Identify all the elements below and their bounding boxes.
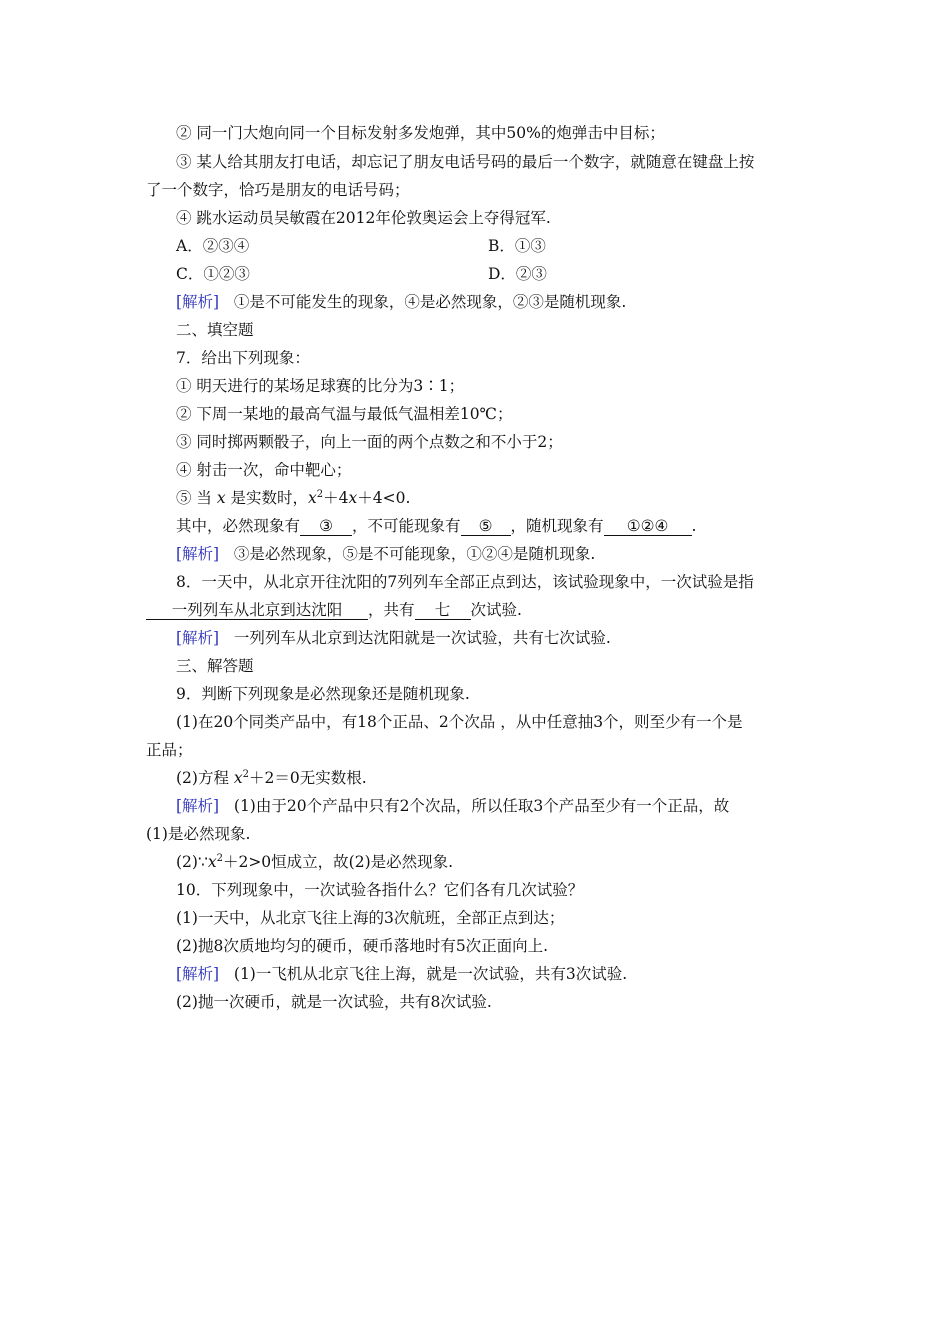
q7-item-5-end: ＋4<0. (357, 489, 411, 507)
analysis-tag: [解析] (176, 965, 220, 983)
var-x: x (348, 489, 358, 507)
analysis-tag: [解析] (176, 293, 220, 311)
q8-fill-line (146, 600, 522, 620)
analysis-text: (1)由于20个产品中只有2个次品，所以任取3个产品至少有一个正品，故 (233, 797, 730, 815)
q7-item-5-prefix: ⑤ 当 (176, 489, 217, 507)
answer-blank-impossible: ⑤ (461, 517, 511, 536)
q8-fill-text: ，共有 (368, 601, 415, 619)
q6-item-4: ④ 跳水运动员吴敏霞在2012年伦敦奥运会上夺得冠军. (176, 209, 551, 227)
exponent: 2 (316, 489, 324, 500)
analysis-text: ③是必然现象，⑤是不可能现象，①②④是随机现象. (233, 545, 596, 563)
q7-item-4: ④ 射击一次，命中靶心； (176, 461, 352, 479)
q9-analysis-line2: (1)是必然现象. (146, 825, 251, 843)
analysis-tag: [解析] (176, 629, 220, 647)
q10-analysis-line1 (176, 964, 627, 984)
q6-option-c: C．①②③ (176, 265, 250, 283)
q9-part-2 (176, 768, 367, 788)
q10-part-2: (2)抛8次质地均匀的硬币，硬币落地时有5次正面向上. (176, 937, 549, 955)
q9-part-1-line1: (1)在20个同类产品中，有18个正品、2个次品 ，从中任意抽3个，则至少有一个是 (176, 713, 743, 731)
q7-fill-line (176, 516, 696, 536)
q7-fill-text: . (691, 517, 697, 535)
q7-item-5-mid: 是实数时， (225, 489, 309, 507)
answer-blank-single-trial: 一列列车从北京到达沈阳 (146, 601, 368, 620)
q10-part-1: (1)一天中，从北京飞往上海的3次航班，全部正点到达； (176, 909, 565, 927)
q6-item-3-line2: 了一个数字，恰巧是朋友的电话号码； (146, 181, 410, 199)
var-x: x (207, 853, 217, 871)
q6-option-d: D．②③ (488, 265, 547, 283)
var-x: x (308, 489, 317, 507)
exponent: 2 (242, 769, 250, 780)
q9-part-2-prefix: (2)方程 (176, 769, 234, 787)
var-x: x (216, 489, 226, 507)
q7-item-5-plus: ＋4 (323, 489, 349, 507)
q10-stem: 10．下列现象中，一次试验各指什么？它们各有几次试验？ (176, 881, 584, 899)
section-answer: 三、解答题 (176, 657, 254, 675)
q7-item-1: ① 明天进行的某场足球赛的比分为3∶1； (176, 377, 465, 395)
q7-stem: 7．给出下列现象： (176, 349, 310, 367)
q9-analysis-end: ＋2>0恒成立，故(2)是必然现象. (222, 853, 454, 871)
exponent: 2 (216, 853, 223, 864)
q9-analysis-line1 (176, 796, 729, 816)
q9-analysis-part-2 (176, 852, 453, 872)
answer-blank-certain: ③ (300, 517, 352, 536)
analysis-text: ①是不可能发生的现象，④是必然现象，②③是随机现象. (233, 293, 627, 311)
answer-blank-trial-count: 七 (415, 601, 471, 620)
q8-stem: 8．一天中，从北京开往沈阳的7列列车全部正点到达，该试验现象中，一次试验是指 (176, 573, 754, 591)
q6-analysis (176, 292, 626, 312)
q6-option-b: B．①③ (488, 237, 546, 255)
q7-item-3: ③ 同时掷两颗骰子，向上一面的两个点数之和不小于2； (176, 433, 563, 451)
q7-analysis (176, 544, 595, 564)
analysis-tag: [解析] (176, 797, 220, 815)
q7-item-2: ② 下周一某地的最高气温与最低气温相差10℃； (176, 405, 513, 423)
q6-item-2: ② 同一门大炮向同一个目标发射多发炮弹，其中50%的炮弹击中目标； (176, 124, 665, 142)
q9-part-1-line2: 正品； (146, 741, 193, 759)
q7-fill-text: 其中，必然现象有 (176, 517, 301, 535)
q10-analysis-line2: (2)抛一次硬币，就是一次试验，共有8次试验. (176, 993, 492, 1011)
analysis-text: 一列列车从北京到达沈阳就是一次试验，共有七次试验. (233, 629, 611, 647)
var-x: x (233, 769, 243, 787)
analysis-text: (1)一飞机从北京飞往上海，就是一次试验，共有3次试验. (233, 965, 628, 983)
q7-item-5 (176, 488, 410, 508)
answer-blank-random: ①②④ (604, 517, 692, 536)
q6-item-3-line1: ③ 某人给其朋友打电话，却忘记了朋友电话号码的最后一个数字，就随意在键盘上按 (176, 153, 755, 171)
q9-stem: 9．判断下列现象是必然现象还是随机现象. (176, 685, 470, 703)
analysis-tag: [解析] (176, 545, 220, 563)
q9-analysis-prefix: (2)∵ (176, 853, 208, 871)
q7-fill-text: ，不可能现象有 (352, 517, 461, 535)
q6-option-a: A．②③④ (176, 237, 250, 255)
q7-fill-text: ，随机现象有 (510, 517, 604, 535)
q9-part-2-end: ＋2＝0无实数根. (249, 769, 367, 787)
section-fill-in: 二、填空题 (176, 321, 254, 339)
q8-fill-text: 次试验. (470, 601, 522, 619)
q8-analysis (176, 628, 611, 648)
